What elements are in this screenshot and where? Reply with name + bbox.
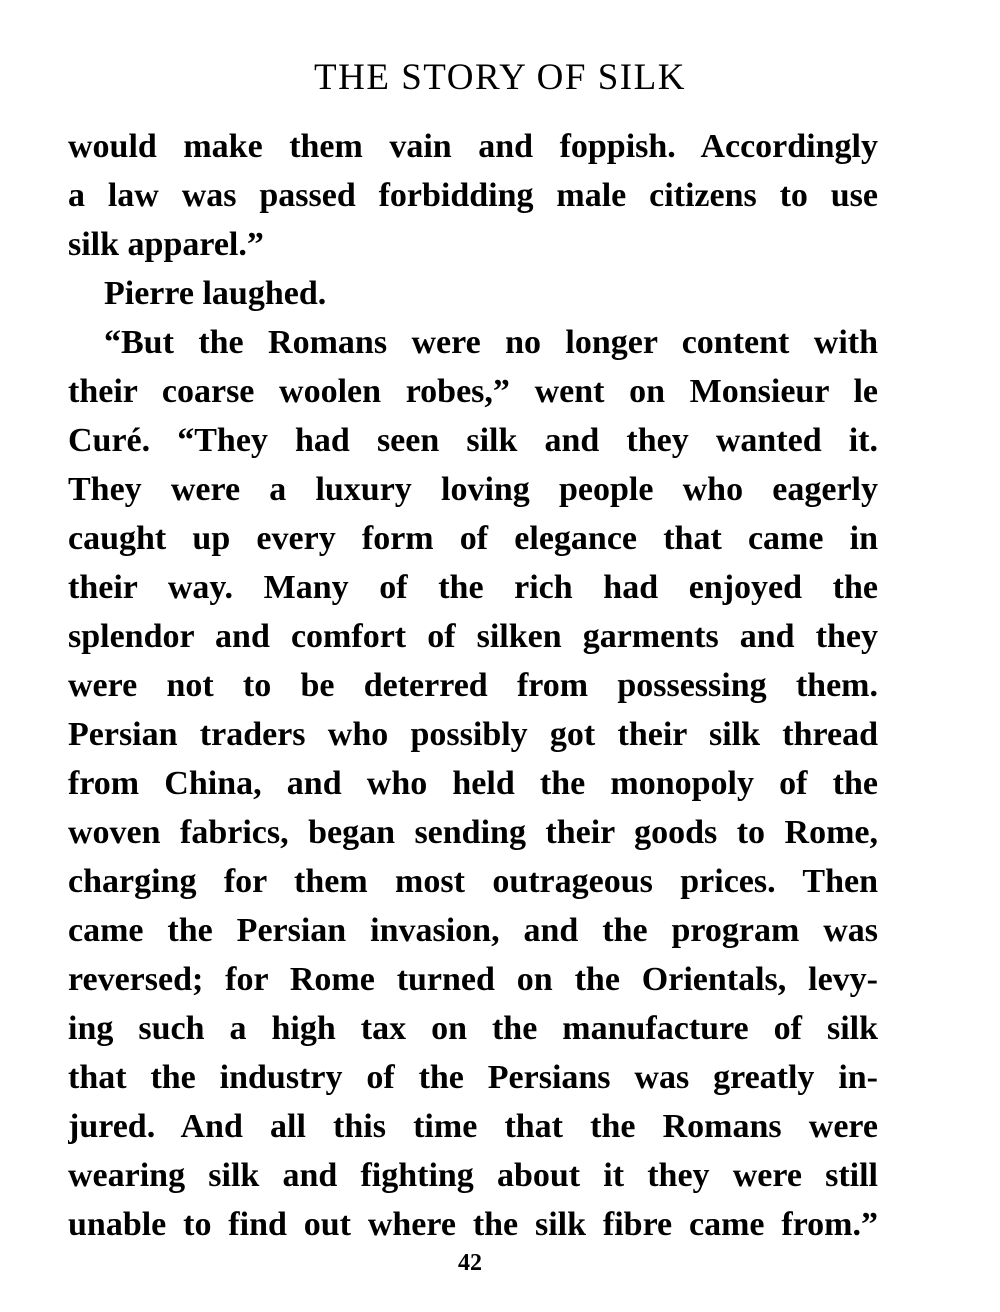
text-line: Persian traders who possibly got their silk thread [68,716,878,753]
text-line: caught up every form of elegance that came in [68,520,878,557]
page-number: 42 [458,1250,482,1276]
text-line: Curé. “They had seen silk and they wanted it. [68,422,878,459]
text-line: Pierre laughed. [104,275,327,312]
text-line: woven fabrics, began sending their goods to Rome, [68,814,878,851]
text-line: that the industry of the Persians was greatly in- [68,1059,878,1096]
text-line: jured. And all this time that the Romans were [68,1108,878,1145]
body-text [68,122,878,1249]
text-line: They were a luxury loving people who eagerly [68,471,878,508]
text-line: unable to find out where the silk fibre came from.” [68,1206,878,1243]
text-line: splendor and comfort of silken garments and they [68,618,878,655]
text-line: “But the Romans were no longer content with [104,324,878,361]
text-line: charging for them most outrageous prices. Then [68,863,878,900]
text-line: reversed; for Rome turned on the Orientals, levy- [68,961,878,998]
text-line: would make them vain and foppish. Accordingly [68,128,878,165]
running-head: THE STORY OF SILK [314,57,686,98]
text-line: ing such a high tax on the manufacture of silk [68,1010,878,1047]
text-line: were not to be deterred from possessing them. [68,667,878,704]
text-line: their way. Many of the rich had enjoyed the [68,569,878,606]
text-line: wearing silk and fighting about it they were still [68,1157,878,1194]
text-line: their coarse woolen robes,” went on Monsieur le [68,373,878,410]
text-line: from China, and who held the monopoly of the [68,765,878,802]
text-line: silk apparel.” [68,226,264,263]
text-line: a law was passed forbidding male citizens to use [68,177,878,214]
text-line: came the Persian invasion, and the program was [68,912,878,949]
